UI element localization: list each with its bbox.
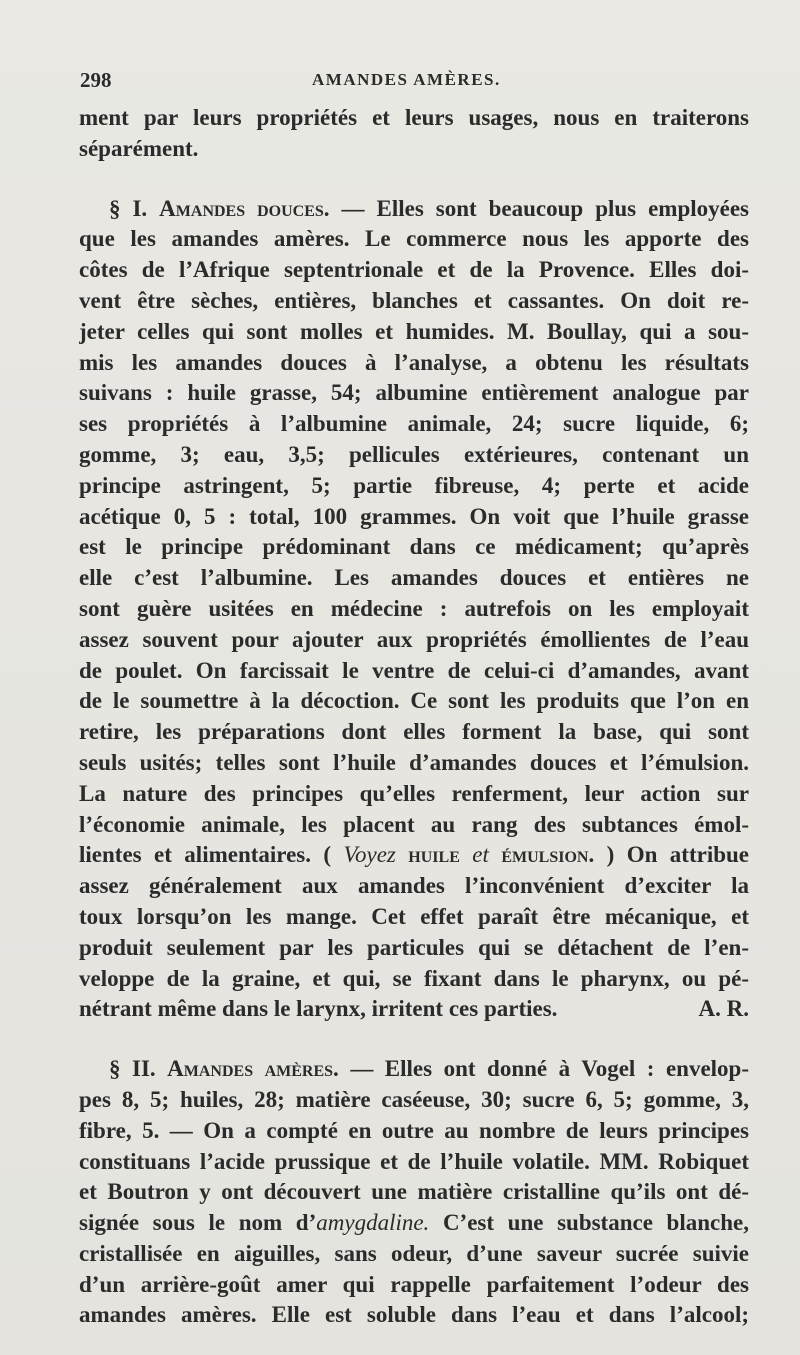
text-line: l’économie animale, les placent au rang des subtances émol- — [79, 811, 749, 837]
text-line: acétique 0, 5 : total, 100 grammes. On voit que l’huile grasse — [79, 503, 749, 529]
text-line: nétrant même dans le larynx, irritent ces parties. A. R. — [79, 994, 749, 1025]
text-line: suivans : huile grasse, 54; albumine entièrement analogue par — [79, 380, 749, 406]
section-mark: § I. — [109, 195, 148, 221]
text-line: côtes de l’Afrique septentrionale et de la Provence. Elles doi- — [79, 257, 749, 283]
text-line: mis les amandes douces à l’analyse, a obtenu les résultats — [79, 349, 749, 375]
text-line: assez généralement aux amandes l’inconvénient d’exciter la — [79, 873, 749, 899]
page-number: 298 — [80, 68, 112, 92]
term-amygdaline: amygdaline. — [316, 1210, 430, 1236]
text-line: seuls usités; telles sont l’huile d’amandes douces et l’émulsion. — [79, 749, 749, 775]
text-line: ses propriétés à l’albumine animale, 24; sucre liquide, 6; — [79, 411, 749, 437]
text-line: cristallisée en aiguilles, sans odeur, d’une saveur sucrée suivie — [79, 1240, 749, 1266]
voyez-label: Voyez — [343, 842, 396, 868]
text-line: toux lorsqu’on les mange. Cet effet paraît être mécanique, et — [79, 903, 749, 929]
section-heading-line — [79, 194, 749, 225]
text-line: que les amandes amères. Le commerce nous les apporte des — [79, 226, 749, 252]
text-line: fibre, 5. — On a compté en outre au nombre de leurs principes — [79, 1117, 749, 1143]
text-line: vent être sèches, entières, blanches et cassantes. On doit re- — [79, 287, 749, 313]
text-fragment: — Elles sont beaucoup plus employées — [341, 195, 749, 221]
text-line: de le soumettre à la décoction. Ce sont les produits que l’on en — [79, 688, 749, 714]
cross-reference-line: lientes et alimentaires. ( Voyez huile et émulsion. ) On attribue — [79, 842, 749, 868]
text-line: assez souvent pour ajouter aux propriétés émollientes de l’eau — [79, 626, 749, 652]
text-line: retire, les préparations dont elles forment la base, qui sont — [79, 719, 749, 745]
section-heading: Amandes amères. — [167, 1056, 339, 1082]
text-line: séparément. — [79, 135, 199, 161]
text-line: veloppe de la graine, et qui, se fixant dans le pharynx, ou pé- — [79, 965, 749, 991]
section-mark: § II. — [109, 1056, 156, 1082]
text-line: principe astringent, 5; partie fibreuse, 4; perte et acide — [79, 472, 749, 498]
text-line: produit seulement par les particules qui se détachent de l’en- — [79, 934, 749, 960]
text-line: d’un arrière-goût amer qui rappelle parfaitement l’odeur des — [79, 1271, 749, 1297]
text-line: pes 8, 5; huiles, 28; matière caséeuse, 30; sucre 6, 5; gomme, 3, — [79, 1086, 749, 1112]
text-line: est le principe prédominant dans ce médicament; qu’après — [79, 534, 749, 560]
body-text — [79, 103, 749, 1331]
section-heading: Amandes douces. — [159, 195, 330, 221]
section-heading-line: § II. Amandes amères. — Elles ont donné à Vogel : envelop- — [109, 1056, 749, 1082]
text-line: ment par leurs propriétés et leurs usages, nous en traiterons — [79, 105, 749, 130]
text-line: sont guère usitées en médecine : autrefois on les employait — [79, 595, 749, 621]
ref-emulsion: émulsion. — [501, 842, 595, 868]
text-line: amandes amères. Elle est soluble dans l’eau et dans l’alcool; — [79, 1302, 749, 1328]
text-line: jeter celles qui sont molles et humides. M. Boullay, qui a sou- — [79, 318, 749, 344]
page-header — [80, 68, 748, 104]
text-line: signée sous le nom d’amygdaline. C’est une substance blanche, — [79, 1210, 749, 1236]
running-head: AMANDES AMÈRES. — [312, 70, 501, 89]
text-line: elle c’est l’albumine. Les amandes douces et entières ne — [79, 565, 749, 591]
text-line: gomme, 3; eau, 3,5; pellicules extérieures, contenant un — [79, 441, 749, 467]
text-line: et Boutron y ont découvert une matière cristalline qu’ils ont dé- — [79, 1179, 749, 1205]
ref-huile: huile — [408, 842, 460, 868]
text-line: de poulet. On farcissait le ventre de celui-ci d’amandes, avant — [79, 657, 749, 683]
author-signature: A. R. — [698, 996, 749, 1022]
text-line: La nature des principes qu’elles renferment, leur action sur — [79, 780, 749, 806]
text-line: constituans l’acide prussique et de l’huile volatile. MM. Robiquet — [79, 1148, 749, 1174]
